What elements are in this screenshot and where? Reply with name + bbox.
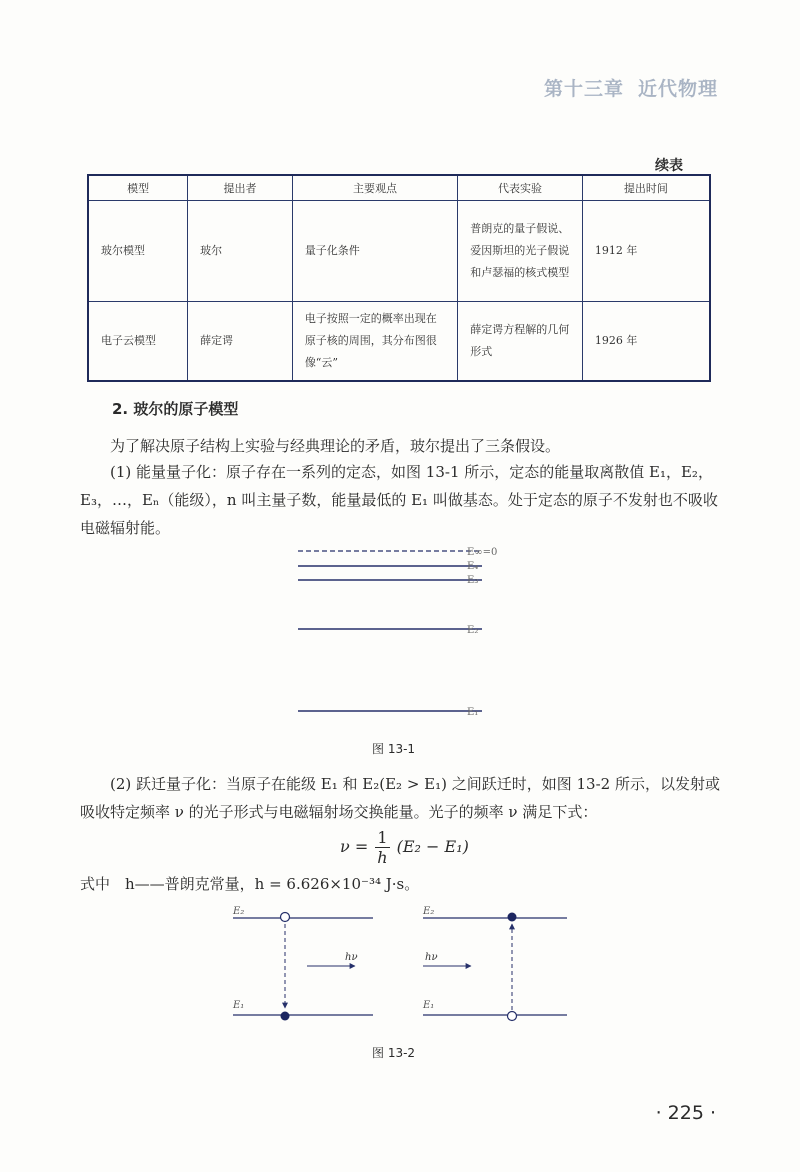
figure-13-1-caption: 图 13-1 bbox=[372, 742, 416, 756]
cell-view: 量子化条件 bbox=[292, 201, 457, 302]
transition-diagram bbox=[225, 898, 575, 1030]
table-row bbox=[88, 201, 710, 302]
paragraph-where: 式中 h——普朗克常量，h = 6.626×10⁻³⁴ J·s。 bbox=[80, 875, 420, 893]
column-header: 提出者 bbox=[188, 175, 293, 201]
label-e3: E₃ bbox=[467, 575, 479, 586]
cell-experiment: 普朗克的量子假说、爱因斯坦的光子假说和卢瑟福的核式模型 bbox=[458, 201, 583, 302]
chapter-title: 近代物理 bbox=[637, 78, 718, 100]
figure-13-2-caption: 图 13-2 bbox=[372, 1046, 416, 1060]
cell-year: 1912 年 bbox=[582, 201, 710, 302]
formula-fraction bbox=[375, 828, 389, 867]
left-lower-filled-dot bbox=[281, 1012, 290, 1021]
page-number: · 225 · bbox=[655, 1102, 716, 1124]
formula-denominator: h bbox=[377, 848, 388, 867]
right-lower-empty-dot bbox=[508, 1012, 517, 1021]
chapter-header bbox=[544, 74, 718, 101]
paragraph-transition-quantization: (2) 跃迁量子化：当原子在能级 E₁ 和 E₂(E₂ > E₁) 之间跃迁时，如图 13-2 所示，以发射或吸收特定频率 ν 的光子形式与电磁辐射场交换能量。光子的频率 ν 满足下式： bbox=[80, 775, 720, 821]
energy-level-diagram bbox=[290, 540, 510, 720]
cell-proposer: 玻尔 bbox=[188, 201, 293, 302]
cell-model: 玻尔模型 bbox=[88, 201, 188, 302]
formula-rhs: (E₂ − E₁) bbox=[396, 837, 469, 856]
table-row bbox=[88, 302, 710, 382]
right-upper-filled-dot bbox=[508, 913, 517, 922]
label-e1: E₁ bbox=[467, 707, 479, 718]
right-photon-label: hν bbox=[425, 952, 438, 963]
label-e-infinity: E∞=0 bbox=[467, 547, 498, 558]
cell-model: 电子云模型 bbox=[88, 302, 188, 382]
left-upper-empty-dot bbox=[281, 913, 290, 922]
column-header: 主要观点 bbox=[292, 175, 457, 201]
right-e1-label: E₁ bbox=[423, 1000, 435, 1011]
formula-lhs: ν = bbox=[340, 837, 369, 856]
label-e4: E₄ bbox=[467, 561, 479, 572]
paragraph-intro: 为了解决原子结构上实验与经典理论的矛盾，玻尔提出了三条假设。 bbox=[110, 437, 561, 455]
column-header: 代表实验 bbox=[458, 175, 583, 201]
label-e2: E₂ bbox=[467, 625, 479, 636]
formula-numerator: 1 bbox=[377, 828, 388, 847]
cell-experiment: 薛定谔方程解的几何形式 bbox=[458, 302, 583, 382]
column-header: 提出时间 bbox=[582, 175, 710, 201]
cell-view: 电子按照一定的概率出现在原子核的周围，其分布图很像“云” bbox=[292, 302, 457, 382]
paragraph-energy-quantization: (1) 能量量子化：原子存在一系列的定态，如图 13-1 所示，定态的能量取离散值 E₁，E₂，E₃，…，Eₙ（能级），n 叫主量子数，能量最低的 E₁ 叫做基态。处于定态的原子不发射也不吸收电磁辐射能。 bbox=[80, 463, 718, 537]
chapter-number: 第十三章 bbox=[543, 78, 624, 100]
left-e2-label: E₂ bbox=[233, 906, 245, 917]
section-title: 2. 玻尔的原子模型 bbox=[112, 400, 239, 418]
left-e1-label: E₁ bbox=[233, 1000, 245, 1011]
table-continued-label: 续表 bbox=[655, 158, 683, 174]
column-header: 模型 bbox=[88, 175, 188, 201]
cell-proposer: 薛定谔 bbox=[188, 302, 293, 382]
right-e2-label: E₂ bbox=[423, 906, 435, 917]
atomic-models-table bbox=[87, 174, 711, 382]
frequency-formula bbox=[340, 828, 469, 867]
table-header-row bbox=[88, 175, 710, 201]
left-photon-label: hν bbox=[345, 952, 358, 963]
cell-year: 1926 年 bbox=[582, 302, 710, 382]
